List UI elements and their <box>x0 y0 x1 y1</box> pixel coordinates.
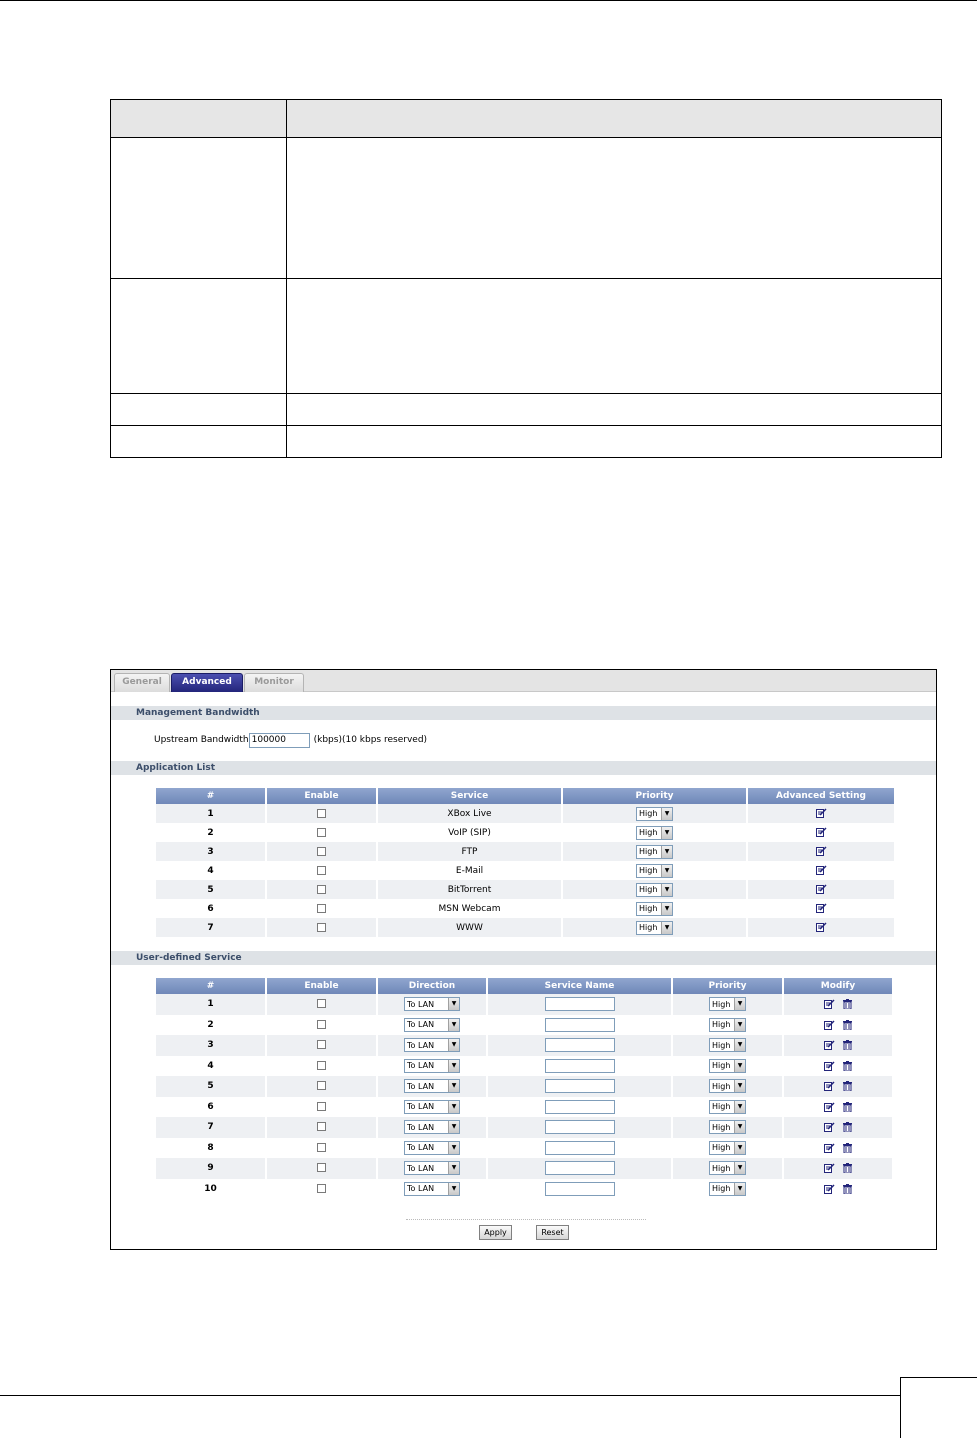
delete-icon[interactable] <box>843 999 852 1009</box>
chevron-down-icon: ▼ <box>448 1142 459 1154</box>
direction-select-value: To LAN <box>407 1184 435 1194</box>
priority-select[interactable] <box>709 1038 746 1052</box>
chevron-down-icon: ▼ <box>661 903 672 915</box>
enable-checkbox[interactable] <box>317 1184 326 1193</box>
row-number: 2 <box>156 1015 265 1036</box>
priority-select-value: High <box>712 1061 731 1071</box>
upstream-bandwidth-label: Upstream Bandwidth <box>154 735 249 745</box>
row-number: 1 <box>156 994 265 1015</box>
priority-select-value: High <box>712 1122 731 1132</box>
delete-icon[interactable] <box>843 1143 852 1153</box>
delete-icon[interactable] <box>843 1184 852 1194</box>
enable-checkbox[interactable] <box>317 999 326 1008</box>
direction-select-value: To LAN <box>407 999 435 1009</box>
edit-icon[interactable] <box>824 1040 835 1050</box>
chevron-down-icon: ▼ <box>734 1121 745 1133</box>
enable-checkbox[interactable] <box>317 1020 326 1029</box>
chevron-down-icon: ▼ <box>448 998 459 1010</box>
chevron-down-icon: ▼ <box>448 1019 459 1031</box>
direction-select-value: To LAN <box>407 1143 435 1153</box>
service-name-input[interactable] <box>545 1038 615 1052</box>
direction-select-value: To LAN <box>407 1061 435 1071</box>
tab-general[interactable]: General <box>114 673 170 692</box>
edit-icon[interactable] <box>824 1102 835 1112</box>
upstream-bandwidth-input[interactable] <box>249 733 310 748</box>
table-row <box>156 899 894 918</box>
priority-select-value: High <box>639 885 658 894</box>
row-number: 4 <box>156 861 265 880</box>
col-header-priority: Priority <box>673 978 782 994</box>
row-number: 8 <box>156 1138 265 1159</box>
row-number: 3 <box>156 1035 265 1056</box>
priority-select-value: High <box>712 999 731 1009</box>
user-defined-service-table <box>154 978 894 1199</box>
service-name: BitTorrent <box>378 880 561 899</box>
col-header-priority: Priority <box>563 788 746 804</box>
col-header-num: # <box>156 978 265 994</box>
tab-advanced[interactable]: Advanced <box>171 673 243 692</box>
chevron-down-icon: ▼ <box>448 1080 459 1092</box>
direction-select[interactable] <box>404 1038 460 1052</box>
priority-select[interactable] <box>636 845 673 859</box>
delete-icon[interactable] <box>843 1102 852 1112</box>
chevron-down-icon: ▼ <box>661 827 672 839</box>
button-divider <box>406 1219 646 1220</box>
user-defined-header <box>156 978 892 994</box>
direction-select-value: To LAN <box>407 1081 435 1091</box>
priority-select-value: High <box>712 1143 731 1153</box>
chevron-down-icon: ▼ <box>734 1039 745 1051</box>
col-header-modify: Modify <box>784 978 892 994</box>
chevron-down-icon: ▼ <box>661 865 672 877</box>
priority-select-value: High <box>712 1081 731 1091</box>
priority-select[interactable] <box>636 826 673 840</box>
direction-select[interactable] <box>404 1141 460 1155</box>
delete-icon[interactable] <box>843 1122 852 1132</box>
service-name-input[interactable] <box>545 1161 615 1175</box>
tab-monitor[interactable]: Monitor <box>244 673 304 692</box>
doc-table-row <box>111 426 942 458</box>
delete-icon[interactable] <box>843 1040 852 1050</box>
direction-select[interactable] <box>404 1018 460 1032</box>
service-name: FTP <box>378 842 561 861</box>
priority-select[interactable] <box>636 883 673 897</box>
service-name-input[interactable] <box>545 1120 615 1134</box>
section-user-defined-service: User-defined Service <box>111 951 936 965</box>
priority-select[interactable] <box>709 1182 746 1196</box>
delete-icon[interactable] <box>843 1081 852 1091</box>
table-row <box>156 1097 892 1118</box>
direction-select[interactable] <box>404 1161 460 1175</box>
enable-checkbox[interactable] <box>317 828 326 837</box>
priority-select[interactable] <box>709 1120 746 1134</box>
chevron-down-icon: ▼ <box>734 1060 745 1072</box>
upstream-bandwidth-row <box>154 732 427 748</box>
edit-icon[interactable] <box>824 999 835 1009</box>
row-number: 5 <box>156 880 265 899</box>
direction-select[interactable] <box>404 1100 460 1114</box>
row-number: 6 <box>156 899 265 918</box>
table-row <box>156 1117 892 1138</box>
priority-select[interactable] <box>709 1018 746 1032</box>
edit-icon[interactable] <box>824 1143 835 1153</box>
enable-checkbox[interactable] <box>317 1061 326 1070</box>
priority-select-value: High <box>712 1020 731 1030</box>
edit-icon[interactable] <box>816 903 827 913</box>
edit-icon[interactable] <box>816 808 827 818</box>
col-header-direction: Direction <box>378 978 486 994</box>
edit-icon[interactable] <box>816 865 827 875</box>
doc-table-row <box>111 138 942 279</box>
doc-table-header-row <box>111 100 942 138</box>
row-number: 5 <box>156 1076 265 1097</box>
enable-checkbox[interactable] <box>317 1102 326 1111</box>
chevron-down-icon: ▼ <box>448 1121 459 1133</box>
priority-select-value: High <box>712 1040 731 1050</box>
col-header-advanced-setting: Advanced Setting <box>748 788 894 804</box>
priority-select-value: High <box>639 828 658 837</box>
enable-checkbox[interactable] <box>317 1163 326 1172</box>
chevron-down-icon: ▼ <box>734 1080 745 1092</box>
doc-description-table <box>110 99 942 458</box>
edit-icon[interactable] <box>816 884 827 894</box>
col-header-num: # <box>156 788 265 804</box>
row-number: 10 <box>156 1179 265 1200</box>
priority-select-value: High <box>639 904 658 913</box>
table-row <box>156 1015 892 1036</box>
enable-checkbox[interactable] <box>317 885 326 894</box>
direction-select-value: To LAN <box>407 1040 435 1050</box>
tab-bar <box>111 670 936 692</box>
priority-select[interactable] <box>709 997 746 1011</box>
service-name: VoIP (SIP) <box>378 823 561 842</box>
direction-select[interactable] <box>404 1120 460 1134</box>
edit-icon[interactable] <box>816 922 827 932</box>
page-number-box <box>900 1377 977 1438</box>
service-name-input[interactable] <box>545 1079 615 1093</box>
table-row <box>156 1179 892 1200</box>
table-row <box>156 880 894 899</box>
chevron-down-icon: ▼ <box>661 884 672 896</box>
service-name: E-Mail <box>378 861 561 880</box>
col-header-enable: Enable <box>267 788 376 804</box>
delete-icon[interactable] <box>843 1020 852 1030</box>
enable-checkbox[interactable] <box>317 904 326 913</box>
direction-select[interactable] <box>404 1059 460 1073</box>
edit-icon[interactable] <box>824 1184 835 1194</box>
col-header-enable: Enable <box>267 978 376 994</box>
chevron-down-icon: ▼ <box>448 1060 459 1072</box>
table-row <box>156 1138 892 1159</box>
chevron-down-icon: ▼ <box>734 1183 745 1195</box>
chevron-down-icon: ▼ <box>448 1183 459 1195</box>
enable-checkbox[interactable] <box>317 1081 326 1090</box>
table-row <box>156 1035 892 1056</box>
service-name-input[interactable] <box>545 997 615 1011</box>
edit-icon[interactable] <box>824 1020 835 1030</box>
chevron-down-icon: ▼ <box>734 1162 745 1174</box>
priority-select-value: High <box>639 809 658 818</box>
table-row <box>156 918 894 937</box>
priority-select[interactable] <box>709 1100 746 1114</box>
enable-checkbox[interactable] <box>317 923 326 932</box>
priority-select-value: High <box>712 1184 731 1194</box>
table-row <box>156 804 894 823</box>
priority-select-value: High <box>712 1102 731 1112</box>
direction-select-value: To LAN <box>407 1122 435 1132</box>
row-number: 1 <box>156 804 265 823</box>
chevron-down-icon: ▼ <box>661 846 672 858</box>
col-header-service-name: Service Name <box>488 978 671 994</box>
chevron-down-icon: ▼ <box>448 1101 459 1113</box>
chevron-down-icon: ▼ <box>734 998 745 1010</box>
chevron-down-icon: ▼ <box>448 1162 459 1174</box>
table-row <box>156 842 894 861</box>
apply-button[interactable]: Apply <box>479 1225 512 1240</box>
delete-icon[interactable] <box>843 1061 852 1071</box>
edit-icon[interactable] <box>824 1061 835 1071</box>
service-name-input[interactable] <box>545 1182 615 1196</box>
enable-checkbox[interactable] <box>317 1143 326 1152</box>
chevron-down-icon: ▼ <box>734 1142 745 1154</box>
direction-select-value: To LAN <box>407 1020 435 1030</box>
service-name: MSN Webcam <box>378 899 561 918</box>
enable-checkbox[interactable] <box>317 847 326 856</box>
edit-icon[interactable] <box>824 1122 835 1132</box>
enable-checkbox[interactable] <box>317 1040 326 1049</box>
chevron-down-icon: ▼ <box>734 1101 745 1113</box>
chevron-down-icon: ▼ <box>448 1039 459 1051</box>
priority-select[interactable] <box>636 902 673 916</box>
row-number: 3 <box>156 842 265 861</box>
priority-select[interactable] <box>709 1079 746 1093</box>
priority-select-value: High <box>712 1163 731 1173</box>
priority-select[interactable] <box>636 864 673 878</box>
application-list-header <box>156 788 894 804</box>
edit-icon[interactable] <box>816 846 827 856</box>
enable-checkbox[interactable] <box>317 809 326 818</box>
service-name-input[interactable] <box>545 1059 615 1073</box>
service-name-input[interactable] <box>545 1018 615 1032</box>
priority-select[interactable] <box>709 1059 746 1073</box>
page-top-rule <box>0 0 977 1</box>
priority-select-value: High <box>639 866 658 875</box>
table-row <box>156 1056 892 1077</box>
chevron-down-icon: ▼ <box>661 922 672 934</box>
row-number: 2 <box>156 823 265 842</box>
service-name-input[interactable] <box>545 1141 615 1155</box>
row-number: 6 <box>156 1097 265 1118</box>
direction-select[interactable] <box>404 1079 460 1093</box>
table-row <box>156 1076 892 1097</box>
delete-icon[interactable] <box>843 1163 852 1173</box>
service-name-input[interactable] <box>545 1100 615 1114</box>
qos-advanced-screen <box>110 669 937 1250</box>
row-number: 4 <box>156 1056 265 1077</box>
doc-table-row <box>111 279 942 394</box>
section-management-bandwidth: Management Bandwidth <box>111 706 936 720</box>
chevron-down-icon: ▼ <box>661 808 672 820</box>
service-name: WWW <box>378 918 561 937</box>
priority-select-value: High <box>639 847 658 856</box>
direction-select-value: To LAN <box>407 1102 435 1112</box>
service-name: XBox Live <box>378 804 561 823</box>
table-row <box>156 994 892 1015</box>
priority-select[interactable] <box>709 1161 746 1175</box>
priority-select[interactable] <box>636 807 673 821</box>
application-list-table <box>154 788 896 937</box>
edit-icon[interactable] <box>824 1163 835 1173</box>
row-number: 7 <box>156 918 265 937</box>
col-header-service: Service <box>378 788 561 804</box>
table-row <box>156 1158 892 1179</box>
enable-checkbox[interactable] <box>317 1122 326 1131</box>
priority-select-value: High <box>639 923 658 932</box>
page-bottom-rule <box>0 1395 900 1396</box>
section-application-list: Application List <box>111 761 936 775</box>
enable-checkbox[interactable] <box>317 866 326 875</box>
table-row <box>156 823 894 842</box>
priority-select[interactable] <box>636 921 673 935</box>
upstream-bandwidth-suffix: (kbps)(10 kbps reserved) <box>313 735 428 745</box>
direction-select[interactable] <box>404 997 460 1011</box>
row-number: 9 <box>156 1158 265 1179</box>
chevron-down-icon: ▼ <box>734 1019 745 1031</box>
edit-icon[interactable] <box>816 827 827 837</box>
reset-button[interactable]: Reset <box>536 1225 569 1240</box>
direction-select[interactable] <box>404 1182 460 1196</box>
edit-icon[interactable] <box>824 1081 835 1091</box>
table-row <box>156 861 894 880</box>
doc-table-row <box>111 394 942 426</box>
direction-select-value: To LAN <box>407 1163 435 1173</box>
row-number: 7 <box>156 1117 265 1138</box>
priority-select[interactable] <box>709 1141 746 1155</box>
